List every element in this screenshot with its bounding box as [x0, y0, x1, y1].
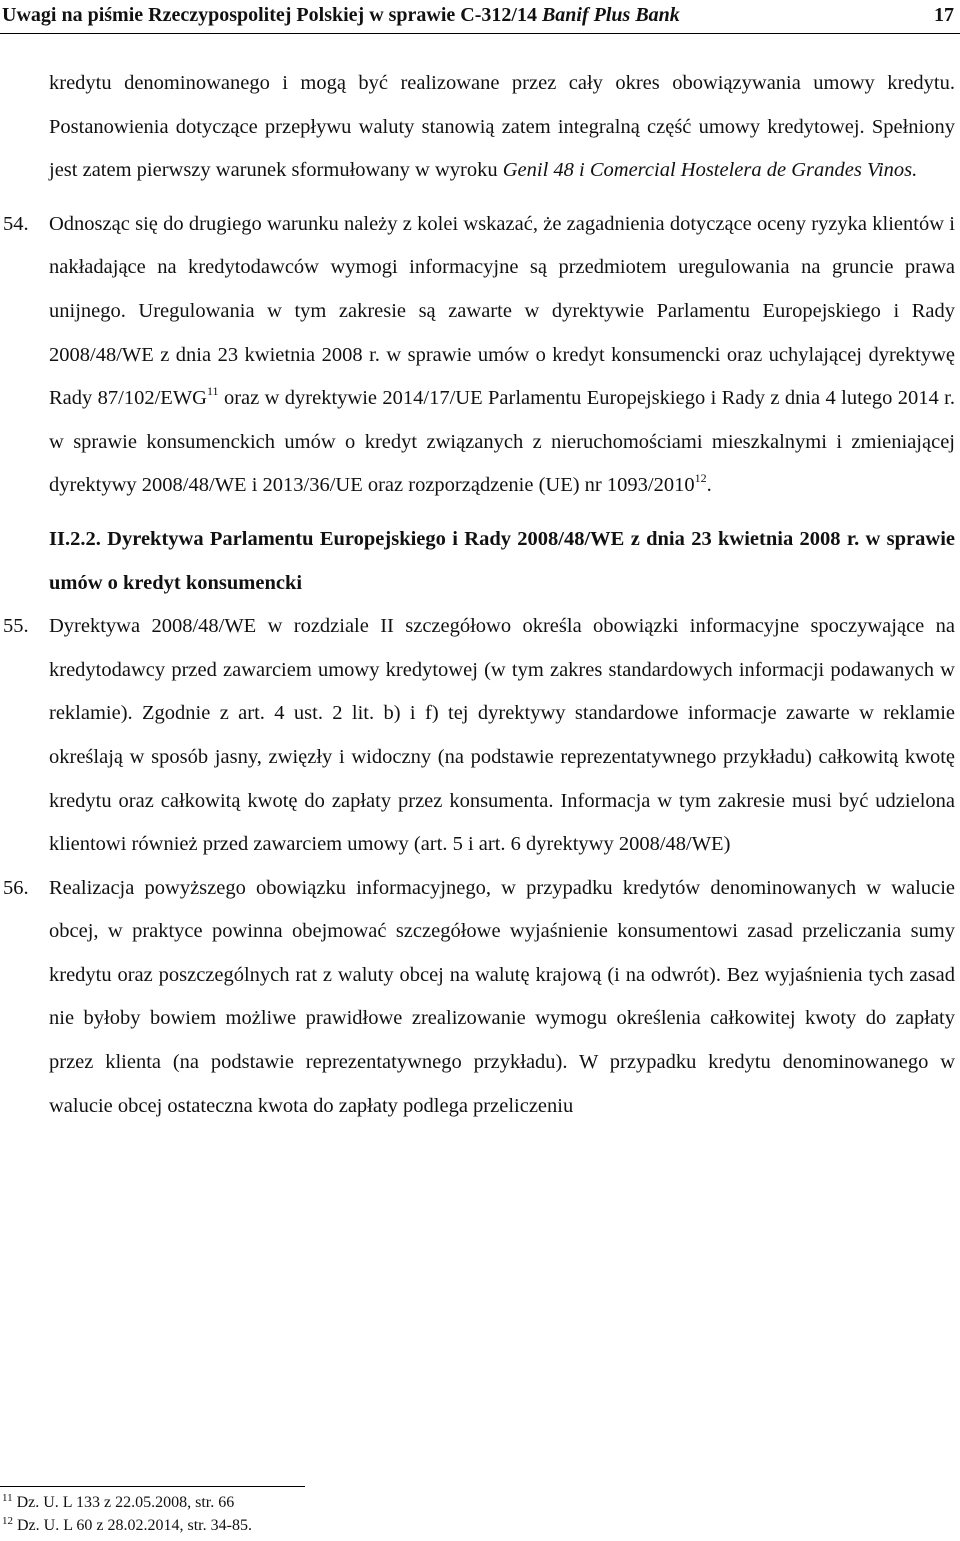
footnote-mark: 11	[2, 1492, 13, 1504]
footnotes	[2, 1491, 252, 1537]
section-heading: II.2.2. Dyrektywa Parlamentu Europejskiego i Rady 2008/48/WE z dnia 23 kwietnia 2008 r. w sprawie umów o kredyt konsumencki	[49, 527, 955, 594]
paragraph-number: 56.	[3, 876, 29, 899]
footnote-mark: 12	[2, 1515, 13, 1527]
header-title-case-name: Banif Plus Bank	[541, 4, 680, 26]
paragraph-text: Realizacja powyższego obowiązku informacyjnego, w przypadku kredytów denominowanych w walucie obcej, w praktyce powinna obejmować szczegółowe wyjaśnienie konsumentowi zasad przeliczania sumy kredytu oraz poszczególnych rat z waluty obcej na walutę krajową (i na odwrót). Bez wyjaśnienia tych zasad nie byłoby bowiem możliwe prawidłowe zrealizowanie wymogu określenia całkowitej kwoty do zapłaty przez klienta (na podstawie reprezentatywnego przykładu). W przypadku kredytu denominowanego w walucie obcej ostateczna kwota do zapłaty podlega przeliczeniu	[49, 876, 955, 1117]
page-header	[0, 0, 960, 34]
paragraph-text: Odnosząc się do drugiego warunku należy z kolei wskazać, że zagadnienia dotyczące oceny ryzyka klientów i nakładające na kredytodawców wymogi informacyjne są przedmiotem uregulowania na gruncie prawa unijnego. Uregulowania w tym zakresie są zawarte w dyrektywie Parlamentu Europejskiego i Rady 2008/48/WE z dnia 23 kwietnia 2008 r. w sprawie umów o kredyt konsumencki oraz uchylającej dyrektywę Rady 87/102/EWG	[49, 212, 955, 410]
footnote-reference: 12	[694, 471, 707, 486]
footnote-separator	[0, 1486, 305, 1487]
spacer	[49, 193, 955, 203]
paragraph-text: kredytu denominowanego i mogą być realizowane przez cały okres obowiązywania umowy kredytu. Postanowienia dotyczące przepływu waluty stanowią zatem integralną część umowy kredytowej. Spełniony jest zatem pierwszy warunek sformułowany w wyroku	[49, 72, 955, 182]
header-title	[2, 2, 680, 28]
paragraph-54	[3, 203, 955, 508]
footnote-reference: 11	[206, 384, 219, 399]
footnote-11	[2, 1491, 252, 1514]
header-rule	[0, 33, 960, 34]
footnote-text: Dz. U. L 133 z 22.05.2008, str. 66	[12, 1494, 235, 1511]
paragraph-number: 54.	[3, 212, 29, 235]
document-body	[3, 62, 955, 1128]
footnote-12	[2, 1514, 252, 1537]
paragraph-continuation	[49, 62, 955, 193]
paragraph-55	[3, 605, 955, 867]
paragraph-text: Dyrektywa 2008/48/WE w rozdziale II szczegółowo określa obowiązki informacyjne spoczywające na kredytodawcy przed zawarciem umowy kredytowej (w tym zakres standardowych informacji podawanych w reklamie). Zgodnie z art. 4 ust. 2 lit. b) i f) tej dyrektywy standardowe informacje zawarte w reklamie określają w sposób jasny, zwięzły i widoczny (na podstawie reprezentatywnego przykładu) całkowitą kwotę kredytu oraz całkowitą kwotę do zapłaty przez konsumenta. Informacja w tym zakresie musi być udzielona klientowi również przed zawarciem umowy (art. 5 i art. 6 dyrektywy 2008/48/WE)	[49, 615, 955, 856]
spacer	[49, 508, 955, 518]
paragraph-text: oraz w dyrektywie 2014/17/UE Parlamentu Europejskiego i Rady z dnia 4 lutego 2014 r. w sprawie konsumenckich umów o kredyt związanych z nieruchomościami mieszkalnymi i zmieniającej dyrektywy 2008/48/WE i 2013/36/UE oraz rozporządzenie (UE) nr 1093/2010	[49, 387, 955, 497]
header-title-text: Uwagi na piśmie Rzeczypospolitej Polskiej w sprawie C-312/14	[2, 4, 542, 26]
footnote-text: Dz. U. L 60 z 28.02.2014, str. 34-85.	[13, 1517, 252, 1534]
page-number: 17	[934, 4, 954, 26]
paragraph-number: 55.	[3, 615, 29, 638]
paragraph-56	[3, 867, 955, 1129]
case-name: Genil 48 i Comercial Hostelera de Grandes Vinos.	[502, 159, 918, 182]
paragraph-text: .	[706, 474, 712, 497]
